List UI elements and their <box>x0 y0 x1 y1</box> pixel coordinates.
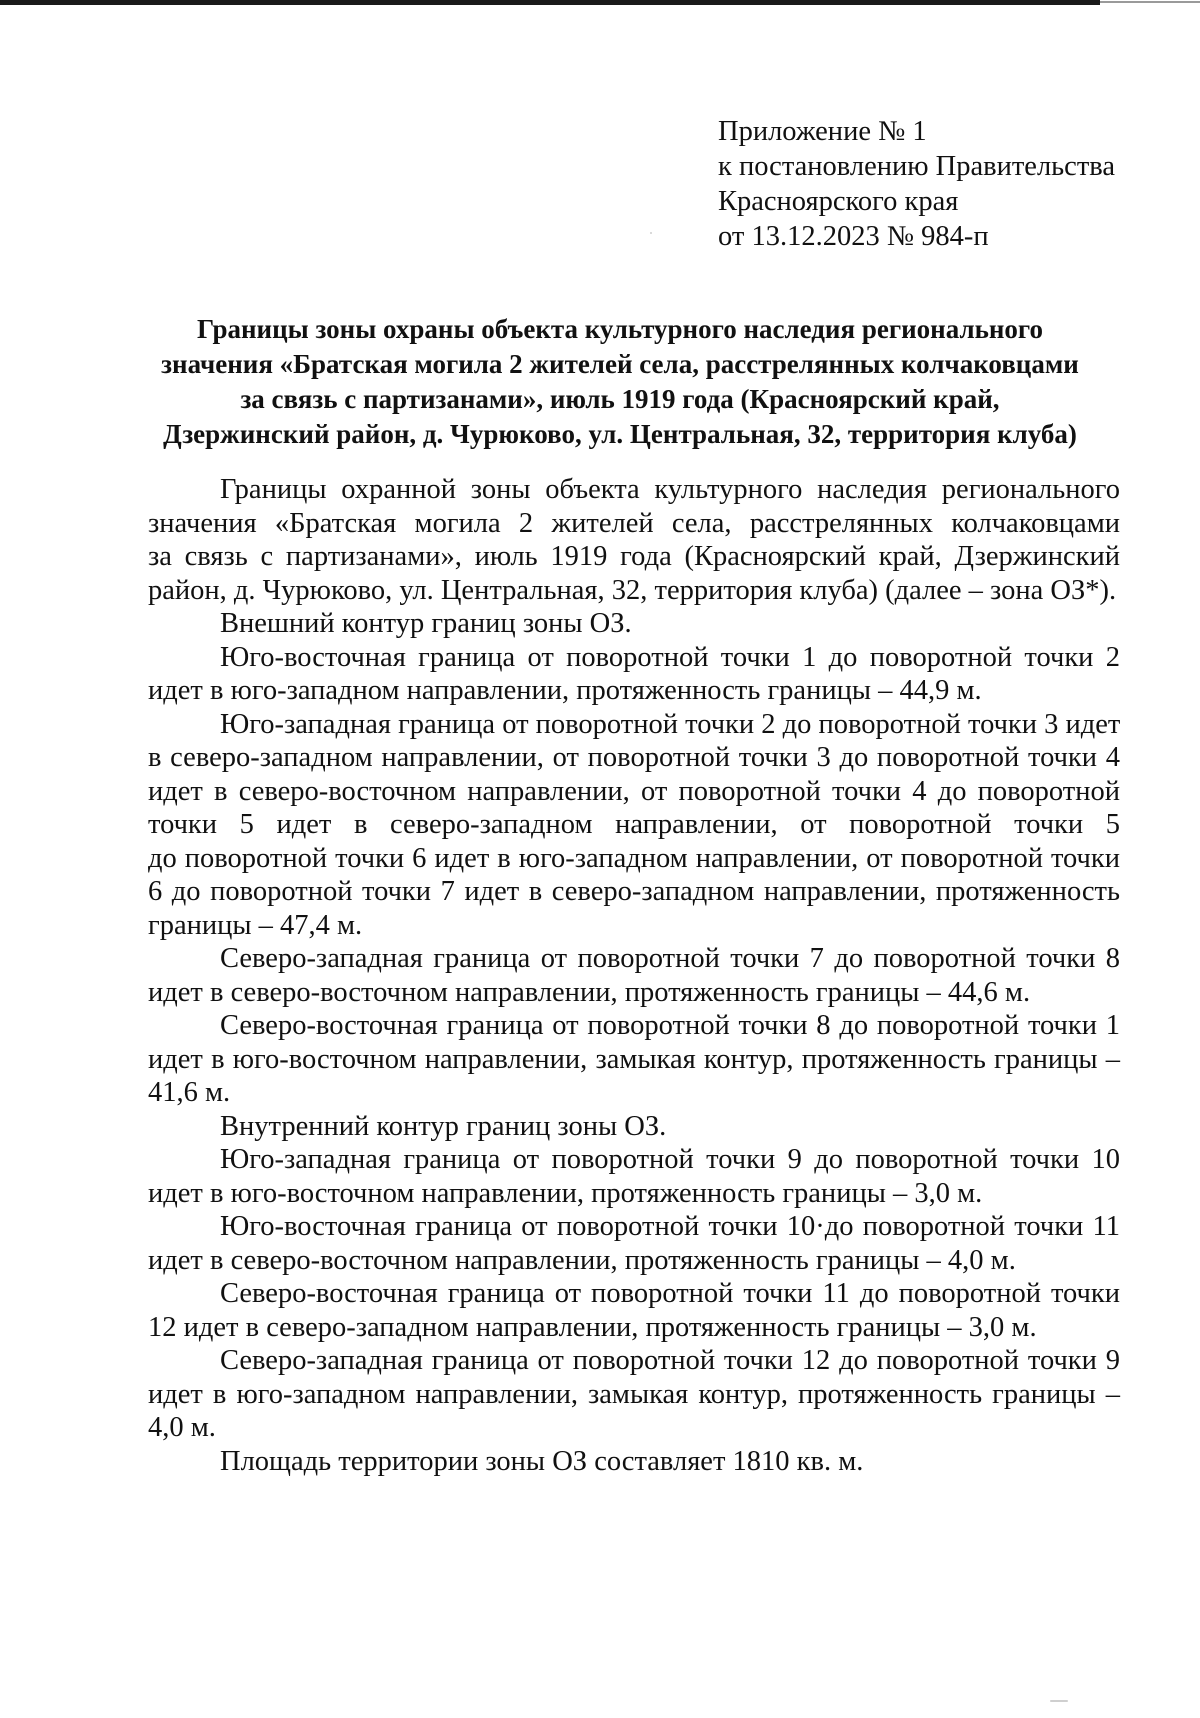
body-line: в северо-западном направлении, от поворотной точки 3 до поворотной точки 4 <box>148 742 1120 773</box>
scan-top-border-fade <box>1100 1 1200 3</box>
body-paragraph <box>148 1445 1120 1479</box>
scan-speck <box>650 232 652 234</box>
body-paragraph <box>148 1009 1120 1110</box>
body-line: Юго-западная граница от поворотной точки 2 до поворотной точки 3 идет <box>220 708 1121 740</box>
body-paragraph <box>148 1210 1120 1277</box>
title-line: Границы зоны охраны объекта культурного наследия регионального <box>196 314 1044 344</box>
body-line: Северо-западная граница от поворотной точки 7 до поворотной точки 8 <box>220 943 1120 974</box>
body-paragraph <box>148 641 1120 708</box>
appendix-stamp <box>718 114 1138 254</box>
body-line: 41,6 м. <box>148 1077 231 1108</box>
document-body <box>148 473 1120 1478</box>
body-line: Площадь территории зоны ОЗ составляет 1810 кв. м. <box>220 1445 864 1477</box>
title-line: за связь с партизанами», июль 1919 года (Красноярский край, <box>240 384 1000 414</box>
body-paragraph <box>148 1143 1120 1210</box>
body-line: за связь с партизанами», июль 1919 года (Красноярский край, Дзержинский <box>148 541 1120 572</box>
body-line: 6 до поворотной точки 7 идет в северо-западном направлении, протяженность <box>148 876 1120 907</box>
title-line: значения «Братская могила 2 жителей села, расстрелянных колчаковцами <box>161 349 1079 379</box>
scan-top-border <box>0 0 1100 5</box>
body-paragraph <box>148 1344 1120 1445</box>
body-line: Северо-западная граница от поворотной точки 12 до поворотной точки 9 <box>220 1345 1120 1376</box>
body-paragraph <box>148 1277 1120 1344</box>
body-line: 4,0 м. <box>148 1412 216 1443</box>
body-line: точки 5 идет в северо-западном направлении, от поворотной точки 5 <box>148 809 1120 840</box>
body-line: Юго-западная граница от поворотной точки 9 до поворотной точки 10 <box>220 1144 1120 1175</box>
body-line: Северо-восточная граница от поворотной точки 8 до поворотной точки 1 <box>220 1010 1120 1041</box>
scan-speck <box>1050 1700 1068 1702</box>
stamp-line: к постановлению Правительства <box>718 151 1116 182</box>
body-line: район, д. Чурюково, ул. Центральная, 32, территория клуба) (далее – зона ОЗ*). <box>148 574 1117 606</box>
body-line: идет в юго-западном направлении, замыкая контур, протяженность границы – <box>148 1378 1120 1410</box>
body-line: Юго-восточная граница от поворотной точки 1 до поворотной точки 2 <box>220 641 1120 673</box>
body-line: идет в юго-восточном направлении, замыкая контур, протяженность границы – <box>148 1043 1120 1075</box>
stamp-line: Красноярского края <box>718 186 959 217</box>
body-line: идет в северо-восточном направлении, протяженность границы – 44,6 м. <box>148 976 1031 1008</box>
body-paragraph <box>148 942 1120 1009</box>
body-line: значения «Братская могила 2 жителей села, расстрелянных колчаковцами <box>148 507 1120 539</box>
body-line: идет в юго-западном направлении, протяженность границы – 44,9 м. <box>148 675 982 706</box>
body-line: идет в северо-восточном направлении, протяженность границы – 4,0 м. <box>148 1244 1016 1276</box>
body-line: до поворотной точки 6 идет в юго-западном направлении, от поворотной точки <box>148 842 1120 874</box>
stamp-line: от 13.12.2023 № 984-п <box>718 221 989 252</box>
body-line: Юго-восточная граница от поворотной точки 10·до поворотной точки 11 <box>220 1211 1120 1242</box>
body-line: идет в юго-восточном направлении, протяженность границы – 3,0 м. <box>148 1177 983 1209</box>
document-title <box>140 312 1100 452</box>
stamp-line: Приложение № 1 <box>718 116 927 147</box>
body-line: идет в северо-восточном направлении, от поворотной точки 4 до поворотной <box>148 775 1120 807</box>
body-paragraph <box>148 473 1120 607</box>
title-line: Дзержинский район, д. Чурюково, ул. Центральная, 32, территория клуба) <box>163 419 1077 449</box>
body-line: Внешний контур границ зоны ОЗ. <box>220 608 632 639</box>
body-paragraph <box>148 1110 1120 1144</box>
body-line: 12 идет в северо-западном направлении, протяженность границы – 3,0 м. <box>148 1311 1037 1343</box>
body-line: Северо-восточная граница от поворотной точки 11 до поворотной точки <box>220 1278 1120 1309</box>
body-line: границы – 47,4 м. <box>148 909 363 941</box>
body-paragraph <box>148 708 1120 943</box>
body-line: Внутренний контур границ зоны ОЗ. <box>220 1110 667 1142</box>
body-paragraph <box>148 607 1120 641</box>
body-line: Границы охранной зоны объекта культурного наследия регионального <box>220 474 1120 505</box>
